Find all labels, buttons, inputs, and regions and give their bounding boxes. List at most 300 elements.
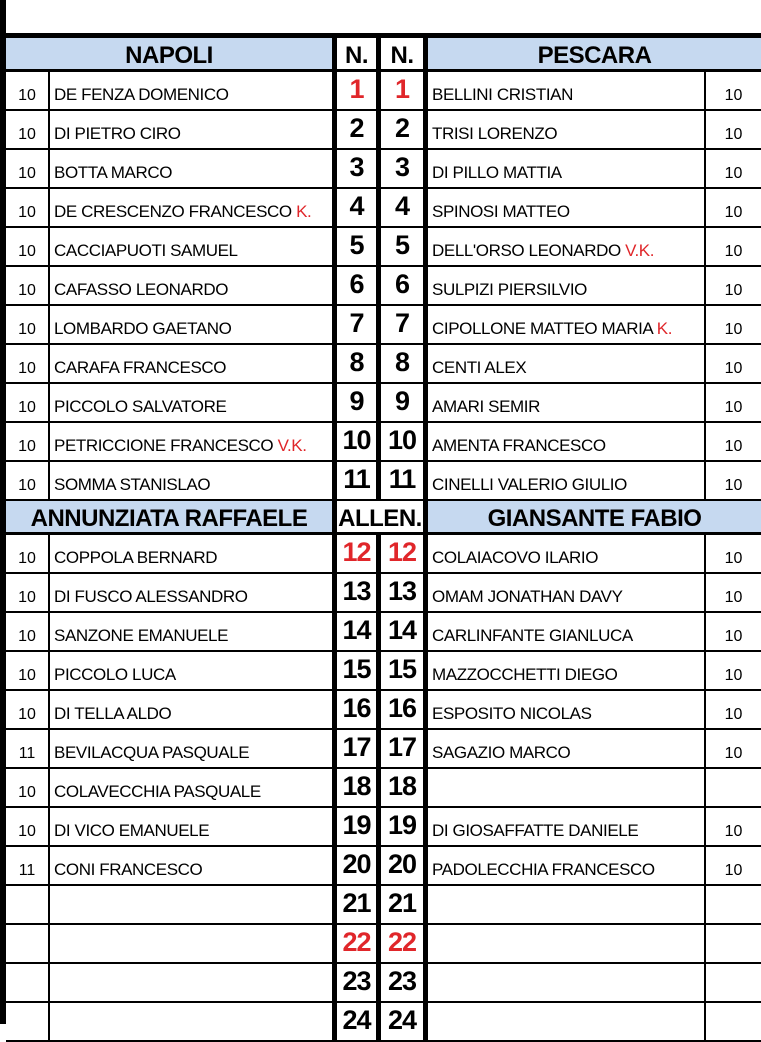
home-player-name: [54, 163, 172, 183]
home-grade: 10: [18, 321, 36, 338]
away-player-name: [432, 587, 623, 607]
home-grade-cell: [6, 189, 50, 228]
away-player-name: [432, 280, 587, 300]
home-player-cell: [50, 384, 337, 423]
home-number-cell: [337, 691, 381, 730]
home-player-name: [54, 85, 229, 105]
home-number-cell: [337, 111, 381, 150]
away-grade-cell: [706, 1003, 761, 1042]
player-row: [6, 345, 761, 384]
top-margin: [0, 0, 761, 33]
home-number-cell: [337, 925, 381, 964]
home-player-cell: [50, 150, 337, 189]
home-grade: 10: [18, 667, 36, 684]
home-grade-cell: [6, 613, 50, 652]
player-row: [6, 847, 761, 886]
player-row: [6, 535, 761, 574]
home-number-cell: [337, 964, 381, 1003]
away-player-name-text: SPINOSI MATTEO: [432, 202, 570, 221]
player-row: [6, 384, 761, 423]
home-player-cell: [50, 886, 337, 925]
away-grade-cell: [706, 423, 761, 462]
away-number-cell: [381, 769, 428, 808]
home-shirt-number: 12: [342, 537, 371, 567]
home-shirt-number: 19: [342, 810, 371, 840]
away-grade: 10: [724, 204, 743, 221]
home-number-cell: [337, 228, 381, 267]
away-grade-cell: [706, 345, 761, 384]
home-player-name: [54, 782, 261, 802]
away-grade-cell: [706, 730, 761, 769]
home-player-cell: [50, 964, 337, 1003]
team-header-row: [6, 38, 761, 72]
away-team-name: PESCARA: [537, 42, 652, 69]
home-grade-cell: [6, 652, 50, 691]
away-player-cell: [428, 847, 706, 886]
player-row: [6, 72, 761, 111]
home-number-cell: [337, 267, 381, 306]
away-shirt-number: 17: [387, 732, 417, 762]
away-player-name-text: ESPOSITO NICOLAS: [432, 704, 592, 723]
away-player-name: [432, 821, 638, 841]
away-player-name-text: DELL'ORSO LEONARDO: [432, 241, 626, 260]
away-player-name-text: COLAIACOVO ILARIO: [432, 548, 599, 567]
home-player-cell: [50, 189, 337, 228]
player-row: [6, 423, 761, 462]
home-shirt-number: 13: [342, 576, 371, 606]
home-player-name: [54, 475, 210, 495]
away-player-name: [432, 358, 526, 378]
away-player-cell: [428, 574, 706, 613]
home-shirt-number: 22: [342, 927, 371, 957]
home-player-cell: [50, 345, 337, 384]
home-player-cell: [50, 847, 337, 886]
home-shirt-number: 24: [342, 1005, 371, 1035]
home-grade: 10: [18, 165, 36, 182]
away-shirt-number: 24: [387, 1005, 417, 1035]
away-grade: 10: [724, 87, 743, 104]
home-player-name: [54, 821, 209, 841]
home-grade: 10: [18, 282, 36, 299]
home-player-name-text: DE CRESCENZO FRANCESCO: [54, 202, 297, 221]
away-grade: 10: [724, 477, 743, 494]
home-number-cell: [337, 652, 381, 691]
away-grade-cell: [706, 925, 761, 964]
away-grade-cell: [706, 691, 761, 730]
home-grade-cell: [6, 808, 50, 847]
away-number-cell: [381, 808, 428, 847]
player-row: [6, 769, 761, 808]
home-player-name-text: BOTTA MARCO: [54, 163, 173, 182]
player-row: [6, 730, 761, 769]
away-number-cell: [381, 228, 428, 267]
away-shirt-number: 12: [387, 537, 417, 567]
away-player-cell: [428, 150, 706, 189]
home-player-role: V.K.: [277, 436, 307, 455]
away-player-name-text: SAGAZIO MARCO: [432, 743, 571, 762]
away-player-cell: [428, 384, 706, 423]
away-player-cell: [428, 535, 706, 574]
away-shirt-number: 9: [394, 386, 410, 416]
home-player-name: [54, 124, 181, 144]
away-grade-cell: [706, 847, 761, 886]
away-number-cell: [381, 462, 428, 501]
away-player-name-text: TRISI LORENZO: [432, 124, 558, 143]
home-grade: 10: [18, 243, 36, 260]
home-player-name-text: PETRICCIONE FRANCESCO: [54, 436, 278, 455]
player-row: [6, 111, 761, 150]
home-player-cell: [50, 1003, 337, 1042]
away-coach-name: GIANSANTE FABIO: [487, 505, 702, 532]
substitutes-section: [6, 535, 761, 1042]
home-number-cell: [337, 384, 381, 423]
home-player-name-text: CAFASSO LEONARDO: [54, 280, 229, 299]
home-shirt-number: 23: [342, 966, 371, 996]
home-player-name-text: PICCOLO LUCA: [54, 665, 176, 684]
away-grade: 10: [724, 628, 743, 645]
home-grade-cell: [6, 691, 50, 730]
home-player-cell: [50, 423, 337, 462]
home-player-name: [54, 860, 202, 880]
coach-header-row: [6, 501, 761, 535]
away-player-name: [432, 241, 654, 261]
home-player-name-text: DE FENZA DOMENICO: [54, 85, 229, 104]
player-row: [6, 306, 761, 345]
home-shirt-number: 7: [349, 308, 364, 338]
away-shirt-number: 20: [387, 849, 417, 879]
away-shirt-number: 23: [387, 966, 417, 996]
away-player-name: [432, 85, 573, 105]
home-grade-cell: [6, 228, 50, 267]
away-shirt-number: 6: [394, 269, 410, 299]
away-grade: 10: [724, 126, 743, 143]
home-player-cell: [50, 691, 337, 730]
away-shirt-number: 2: [394, 113, 410, 143]
away-shirt-number: 15: [387, 654, 417, 684]
away-player-name-text: OMAM JONATHAN DAVY: [432, 587, 623, 606]
home-number-cell: [337, 345, 381, 384]
player-row: [6, 150, 761, 189]
away-grade: 10: [724, 243, 743, 260]
home-team-name: NAPOLI: [125, 42, 213, 69]
away-grade-cell: [706, 462, 761, 501]
away-number-cell: [381, 730, 428, 769]
player-row: [6, 189, 761, 228]
player-row: [6, 691, 761, 730]
away-number-cell: [381, 189, 428, 228]
home-grade-cell: [6, 574, 50, 613]
player-row: [6, 886, 761, 925]
away-player-name: [432, 319, 672, 339]
away-player-name-text: CENTI ALEX: [432, 358, 527, 377]
home-grade-cell: [6, 769, 50, 808]
away-player-name-text: CIPOLLONE MATTEO MARIA: [432, 319, 657, 338]
home-coach-name: ANNUNZIATA RAFFAELE: [30, 505, 308, 532]
home-number-cell: [337, 72, 381, 111]
home-shirt-number: 11: [343, 464, 370, 494]
home-player-name-text: DI PIETRO CIRO: [54, 124, 181, 143]
away-grade-cell: [706, 652, 761, 691]
home-grade: 10: [18, 87, 36, 104]
home-shirt-number: 6: [349, 269, 364, 299]
away-grade: 10: [724, 589, 743, 606]
away-grade: 10: [724, 399, 743, 416]
home-player-name: [54, 548, 217, 568]
home-team-header: [6, 38, 337, 72]
home-shirt-number: 15: [342, 654, 371, 684]
home-player-name: [54, 626, 228, 646]
away-number-cell: [381, 384, 428, 423]
home-grade-cell: [6, 535, 50, 574]
home-grade: 10: [18, 706, 36, 723]
away-number-cell: [381, 423, 428, 462]
home-number-cell: [337, 306, 381, 345]
away-grade-cell: [706, 964, 761, 1003]
away-player-cell: [428, 769, 706, 808]
home-number-cell: [337, 535, 381, 574]
away-player-name: [432, 397, 540, 417]
away-number-header: [381, 38, 428, 72]
home-number-cell: [337, 886, 381, 925]
home-number-cell: [337, 769, 381, 808]
away-player-name-text: MAZZOCCHETTI DIEGO: [432, 665, 618, 684]
away-number-cell: [381, 1003, 428, 1042]
home-player-name: [54, 743, 249, 763]
home-shirt-number: 14: [342, 615, 371, 645]
home-shirt-number: 1: [349, 74, 364, 104]
away-grade: 10: [724, 438, 743, 455]
away-number-cell: [381, 574, 428, 613]
away-player-cell: [428, 306, 706, 345]
away-player-name: [432, 743, 570, 763]
home-number-cell: [337, 462, 381, 501]
home-player-role: K.: [296, 202, 312, 221]
away-player-name: [432, 202, 570, 222]
away-player-cell: [428, 345, 706, 384]
home-grade-cell: [6, 111, 50, 150]
home-player-name: [54, 704, 171, 724]
home-grade-cell: [6, 384, 50, 423]
away-grade: 10: [724, 706, 743, 723]
home-player-name-text: SOMMA STANISLAO: [54, 475, 211, 494]
home-player-cell: [50, 652, 337, 691]
home-player-cell: [50, 535, 337, 574]
home-player-name-text: DI TELLA ALDO: [54, 704, 172, 723]
home-number-cell: [337, 730, 381, 769]
home-shirt-number: 18: [342, 771, 371, 801]
home-player-cell: [50, 613, 337, 652]
away-grade-cell: [706, 574, 761, 613]
away-grade: 10: [724, 550, 743, 567]
player-row: [6, 808, 761, 847]
away-player-cell: [428, 111, 706, 150]
away-player-cell: [428, 886, 706, 925]
home-player-name: [54, 202, 311, 222]
away-shirt-number: 13: [387, 576, 417, 606]
away-player-name: [432, 475, 627, 495]
home-shirt-number: 17: [342, 732, 371, 762]
away-player-name: [432, 163, 562, 183]
player-row: [6, 574, 761, 613]
home-number-cell: [337, 423, 381, 462]
home-player-name-text: DI VICO EMANUELE: [54, 821, 210, 840]
home-grade: 10: [18, 438, 36, 455]
player-row: [6, 925, 761, 964]
away-player-cell: [428, 925, 706, 964]
home-shirt-number: 2: [349, 113, 364, 143]
home-shirt-number: 21: [342, 888, 371, 918]
home-number-cell: [337, 847, 381, 886]
away-grade: 10: [724, 321, 743, 338]
player-row: [6, 462, 761, 501]
home-grade: 10: [18, 628, 36, 645]
home-player-name: [54, 436, 307, 456]
away-number-cell: [381, 886, 428, 925]
away-player-name: [432, 704, 592, 724]
home-shirt-number: 9: [349, 386, 364, 416]
away-player-name-text: AMARI SEMIR: [432, 397, 541, 416]
home-number-cell: [337, 574, 381, 613]
home-shirt-number: 20: [342, 849, 371, 879]
away-player-name-text: DI PILLO MATTIA: [432, 163, 562, 182]
player-row: [6, 267, 761, 306]
home-player-name-text: CACCIAPUOTI SAMUEL: [54, 241, 238, 260]
away-player-cell: [428, 189, 706, 228]
home-shirt-number: 8: [349, 347, 364, 377]
home-grade-cell: [6, 964, 50, 1003]
away-grade: 10: [724, 667, 743, 684]
away-grade: 10: [724, 862, 743, 879]
away-player-cell: [428, 613, 706, 652]
away-number-cell: [381, 691, 428, 730]
home-grade-cell: [6, 886, 50, 925]
away-grade: 10: [724, 823, 743, 840]
home-player-name-text: LOMBARDO GAETANO: [54, 319, 232, 338]
away-shirt-number: 5: [394, 230, 410, 260]
player-row: [6, 964, 761, 1003]
away-shirt-number: 19: [387, 810, 417, 840]
home-number-cell: [337, 189, 381, 228]
away-shirt-number: 10: [387, 425, 417, 455]
home-player-name-text: SANZONE EMANUELE: [54, 626, 229, 645]
home-player-cell: [50, 228, 337, 267]
away-grade-cell: [706, 535, 761, 574]
home-shirt-number: 4: [349, 191, 364, 221]
home-grade-cell: [6, 306, 50, 345]
away-player-name-text: DI GIOSAFFATTE DANIELE: [432, 821, 639, 840]
away-grade-cell: [706, 228, 761, 267]
away-player-cell: [428, 267, 706, 306]
home-player-name: [54, 587, 248, 607]
home-grade-cell: [6, 150, 50, 189]
away-shirt-number: 18: [387, 771, 417, 801]
home-player-name-text: COPPOLA BERNARD: [54, 548, 218, 567]
away-team-header: [428, 38, 761, 72]
home-player-name: [54, 397, 226, 417]
player-row: [6, 1003, 761, 1042]
away-grade-cell: [706, 769, 761, 808]
away-player-cell: [428, 730, 706, 769]
home-player-cell: [50, 925, 337, 964]
away-grade-cell: [706, 189, 761, 228]
away-player-cell: [428, 1003, 706, 1042]
away-player-role: K.: [656, 319, 673, 338]
away-player-cell: [428, 808, 706, 847]
away-number-cell: [381, 150, 428, 189]
home-player-name: [54, 665, 176, 685]
home-number-cell: [337, 808, 381, 847]
home-grade: 10: [18, 204, 36, 221]
away-number-cell: [381, 613, 428, 652]
home-shirt-number: 5: [349, 230, 364, 260]
away-number-cell: [381, 847, 428, 886]
home-shirt-number: 16: [342, 693, 371, 723]
home-number-cell: [337, 613, 381, 652]
home-grade: 10: [18, 477, 36, 494]
home-grade-cell: [6, 267, 50, 306]
starters-section: [6, 72, 761, 501]
home-number-label: N.: [345, 42, 368, 69]
home-player-name-text: CONI FRANCESCO: [54, 860, 203, 879]
away-shirt-number: 7: [394, 308, 410, 338]
away-grade-cell: [706, 886, 761, 925]
away-shirt-number: 4: [394, 191, 410, 221]
away-player-name-text: CINELLI VALERIO GIULIO: [432, 475, 627, 494]
home-player-name-text: COLAVECCHIA PASQUALE: [54, 782, 261, 801]
home-shirt-number: 10: [342, 425, 371, 455]
away-number-cell: [381, 111, 428, 150]
home-player-name: [54, 358, 226, 378]
away-number-cell: [381, 267, 428, 306]
away-number-cell: [381, 964, 428, 1003]
home-grade: 10: [18, 550, 36, 567]
lineup-table: [6, 33, 761, 1042]
away-player-name: [432, 626, 633, 646]
home-grade: 10: [18, 823, 36, 840]
home-grade-cell: [6, 1003, 50, 1042]
home-player-name-text: PICCOLO SALVATORE: [54, 397, 227, 416]
away-player-cell: [428, 423, 706, 462]
home-grade: 10: [18, 360, 36, 377]
away-player-name: [432, 548, 598, 568]
away-player-cell: [428, 462, 706, 501]
away-player-name-text: CARLINFANTE GIANLUCA: [432, 626, 633, 645]
home-player-cell: [50, 769, 337, 808]
home-number-cell: [337, 150, 381, 189]
home-grade-cell: [6, 730, 50, 769]
home-grade-cell: [6, 925, 50, 964]
away-shirt-number: 16: [387, 693, 417, 723]
home-grade: 11: [18, 745, 36, 762]
home-player-name-text: BEVILACQUA PASQUALE: [54, 743, 250, 762]
away-number-cell: [381, 535, 428, 574]
away-shirt-number: 14: [387, 615, 417, 645]
away-grade-cell: [706, 150, 761, 189]
home-grade: 10: [18, 784, 36, 801]
away-grade-cell: [706, 306, 761, 345]
home-number-cell: [337, 1003, 381, 1042]
away-player-name-text: PADOLECCHIA FRANCESCO: [432, 860, 655, 879]
home-number-header: [337, 38, 381, 72]
home-player-cell: [50, 111, 337, 150]
player-row: [6, 228, 761, 267]
away-grade-cell: [706, 384, 761, 423]
away-grade: 10: [724, 282, 743, 299]
away-coach-cell: [428, 501, 761, 535]
home-player-cell: [50, 574, 337, 613]
home-player-cell: [50, 267, 337, 306]
away-shirt-number: 3: [394, 152, 410, 182]
